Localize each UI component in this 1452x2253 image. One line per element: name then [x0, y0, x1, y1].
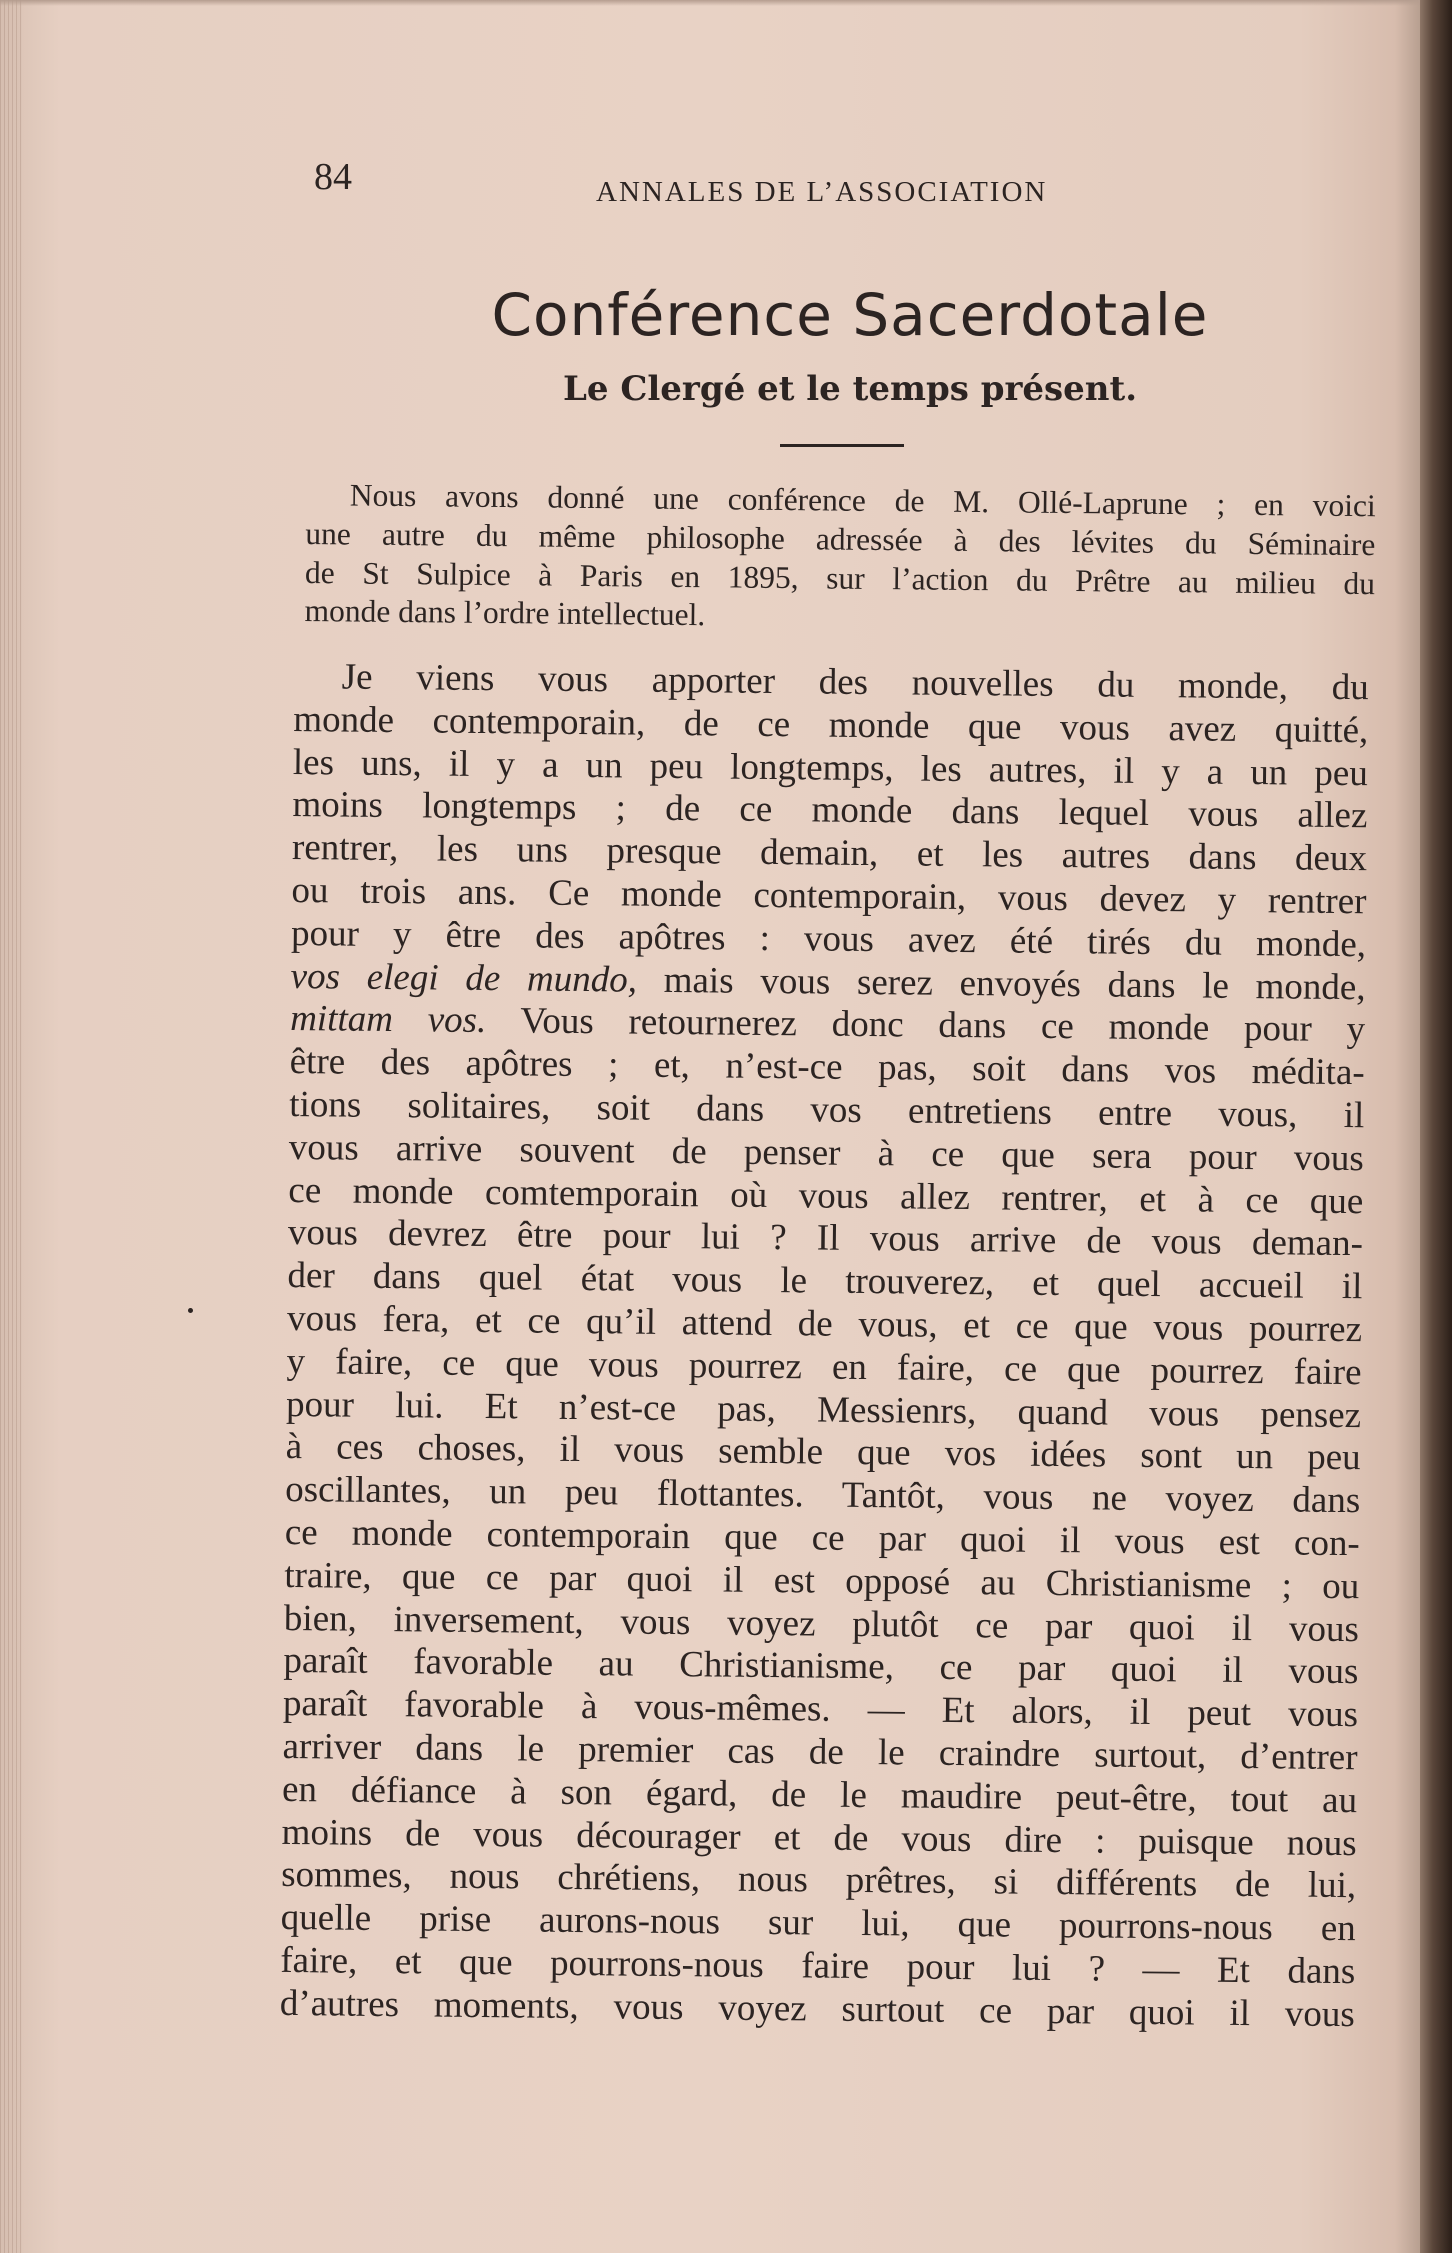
page-number: 84 — [314, 156, 352, 198]
body-line: arriver dans le premier cas de le craindre surtout, d’entrer — [282, 1725, 1358, 1779]
body-line: rentrer, les uns presque demain, et les autres dans deux — [291, 827, 1368, 880]
body-line: en défiance à son égard, de le maudire peut-être, tout au — [281, 1768, 1358, 1821]
body-line: moins de vous décourager et de vous dire : puisque nous — [281, 1811, 1357, 1864]
body-line: pour lui. Et n’est-ce pas, Messienrs, quand vous pensez — [285, 1383, 1362, 1436]
latin-quote: vos elegi de mundo, — [290, 955, 638, 1001]
article-subtitle: Le Clergé et le temps présent. — [562, 369, 1138, 409]
intro-line: une autre du même philosophe adressée à des lévites du Séminaire — [305, 515, 1376, 562]
intro-line: de St Sulpice à Paris en 1895, sur l’action du Prêtre au milieu du — [304, 554, 1376, 601]
body-line: d’autres moments, vous voyez surtout ce par quoi il vous — [279, 1982, 1356, 2035]
intro-paragraph — [304, 476, 1376, 642]
body-line: être des apôtres ; et, n’est-ce pas, soit dans vos médita- — [289, 1041, 1365, 1094]
intro-line: monde dans l’ordre intellectuel. — [304, 593, 706, 633]
body-line: oscillantes, un peu flottantes. Tantôt, vous ne voyez dans — [285, 1469, 1361, 1522]
body-line: tions solitaires, soit dans vos entretiens entre vous, il — [289, 1083, 1365, 1137]
page-top-shadow — [0, 0, 1452, 6]
binding-shadow — [1420, 0, 1452, 2253]
body-line: Je viens vous apporter des nouvelles du monde, du — [341, 656, 1369, 709]
body-line: moins longtemps ; de ce monde dans lequel vous allez — [292, 784, 1368, 837]
body-line: traire, que ce par quoi il est opposé au Christianisme ; ou — [284, 1554, 1360, 1607]
body-line: ce monde contemporain que ce par quoi il vous est con- — [284, 1511, 1360, 1565]
body-line: sommes, nous chrétiens, nous prêtres, si différents de lui, — [281, 1854, 1357, 1907]
body-paragraph — [280, 656, 1369, 2037]
page-stack-edge — [0, 0, 22, 2253]
body-line: der dans quel état vous le trouverez, et quel accueil il — [287, 1255, 1363, 1308]
body-line: y faire, ce que vous pourrez en faire, ce que pourrez faire — [286, 1340, 1362, 1393]
body-line-rest: Vous retournerez donc dans ce monde pour y — [486, 1000, 1366, 1051]
body-line: ou trois ans. Ce monde contemporain, vous devez y rentrer — [291, 869, 1367, 923]
latin-quote: mittam vos. — [289, 998, 487, 1042]
body-line: ce monde comtemporain où vous allez rentrer, et à ce que — [288, 1169, 1364, 1222]
body-line: paraît favorable au Christianisme, ce par quoi il vous — [283, 1640, 1359, 1693]
body-line: à ces choses, il vous semble que vos idées sont un peu — [285, 1426, 1361, 1479]
body-line: vous devrez être pour lui ? Il vous arrive de vous deman- — [287, 1212, 1364, 1265]
article-title: Conférence Sacerdotale — [491, 281, 1209, 349]
body-line: paraît favorable à vous-mêmes. — Et alors, il peut vous — [282, 1683, 1359, 1736]
body-line: bien, inversement, vous voyez plutôt ce par quoi il vous — [283, 1597, 1360, 1650]
body-line: quelle prise aurons-nous sur lui, que pourrons-nous en — [280, 1897, 1356, 1950]
body-line: vous arrive souvent de penser à ce que sera pour vous — [288, 1126, 1365, 1179]
body-line: les uns, il y a un peu longtemps, les autres, il y a un peu — [292, 741, 1369, 794]
running-head: ANNALES DE L’ASSOCIATION — [596, 176, 1048, 208]
body-line: monde contemporain, de ce monde que vous avez quitté, — [293, 698, 1369, 752]
body-line: vous fera, et ce qu’il attend de vous, et ce que vous pourrez — [286, 1297, 1363, 1351]
ink-speck — [188, 1308, 193, 1313]
body-line-rest: mais vous serez envoyés dans le monde, — [636, 959, 1366, 1008]
body-line: pour y être des apôtres : vous avez été tirés du monde, — [290, 912, 1367, 966]
title-divider — [780, 444, 904, 447]
intro-line: Nous avons donné une conférence de M. Ollé-Laprune ; en voici — [349, 477, 1376, 524]
body-line: faire, et que pourrons-nous faire pour lui ? — Et dans — [280, 1939, 1356, 1993]
